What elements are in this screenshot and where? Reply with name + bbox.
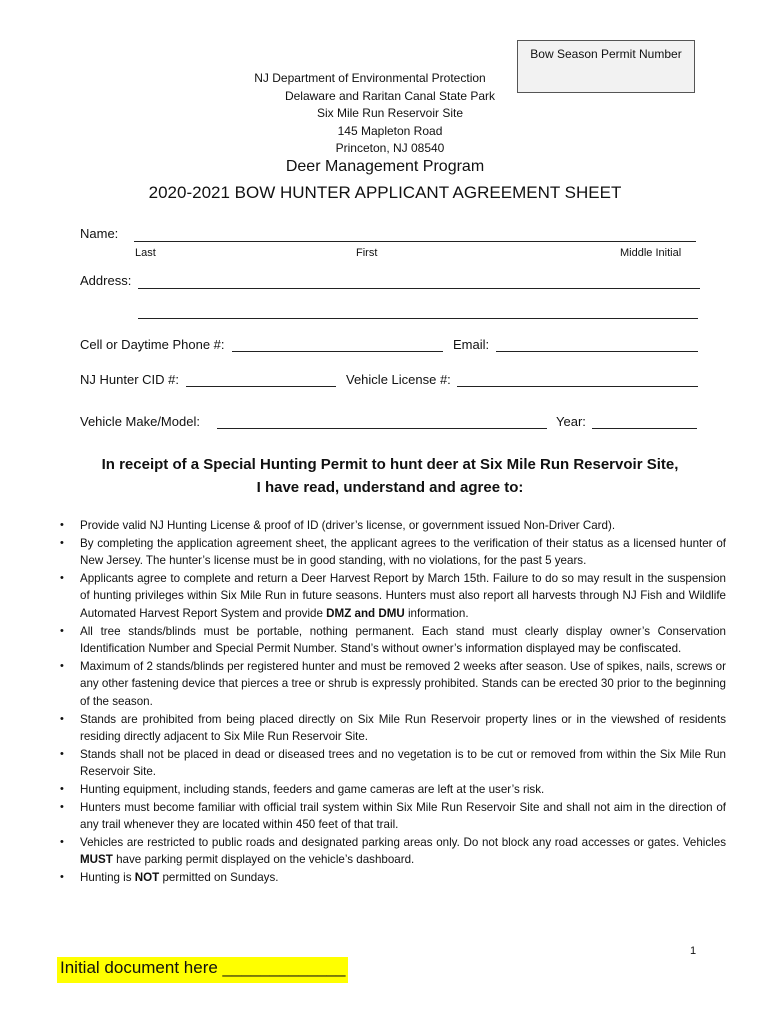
permit-number-label: Bow Season Permit Number — [530, 47, 682, 61]
rule-item — [60, 711, 726, 746]
rule-item — [60, 517, 726, 535]
bullet-icon: • — [60, 835, 64, 848]
permit-number-box[interactable] — [517, 40, 695, 93]
email-label: Email: — [453, 337, 490, 352]
rule-emphasis: DMZ and DMU — [326, 606, 405, 620]
document-title: 2020-2021 BOW HUNTER APPLICANT AGREEMENT SHEET — [148, 183, 622, 202]
rule-item — [60, 834, 726, 869]
first-name-caption: First — [356, 247, 378, 259]
rule-text: have parking permit displayed on the vehicle’s dashboard. — [112, 853, 415, 867]
bullet-icon: • — [60, 747, 64, 760]
phone-field[interactable] — [232, 351, 443, 352]
rule-item — [60, 535, 726, 570]
bullet-icon: • — [60, 870, 64, 883]
bullet-icon: • — [60, 659, 64, 672]
name-label: Name: — [80, 226, 119, 241]
year-label: Year: — [556, 414, 586, 429]
rules-list — [58, 517, 726, 886]
header-line-city: Princeton, NJ 08540 — [335, 141, 445, 155]
bullet-icon: • — [60, 571, 64, 584]
bullet-icon: • — [60, 712, 64, 725]
bullet-icon: • — [60, 800, 64, 813]
rule-text: All tree stands/blinds must be portable, nothing permanent. Each stand must clearly display owner’s Conservation Identification Number and Special Permit Number. Stand’s without owner’s information displayed may be confiscated. — [80, 624, 726, 656]
header-line-park: Delaware and Raritan Canal State Park — [284, 89, 496, 103]
rule-text: Provide valid NJ Hunting License & proof of ID (driver’s license, or government issued Non-Driver Card). — [80, 519, 616, 532]
rule-text: Applicants agree to complete and return a Deer Harvest Report by March 15th. Failure to do so may result in the suspension of hunting privileges within Six Mile Run in future seasons. Hunters must also report all harvests through NJ Fish and Wildlife Automated Harvest Report System and provide — [80, 571, 726, 620]
rule-item — [60, 746, 726, 781]
rule-item — [60, 570, 726, 623]
address-label: Address: — [80, 273, 132, 288]
vehicle-license-label: Vehicle License #: — [346, 372, 451, 387]
last-name-caption: Last — [135, 247, 156, 259]
rule-text: Maximum of 2 stands/blinds per registered hunter and must be removed 2 weeks after season. Use of spikes, nails, screws or any other fastening device that pierces a tree or shrub is expressly prohibited. Stands can be erected 30 prior to the beginning of the season. — [80, 659, 726, 708]
name-field[interactable] — [134, 241, 696, 242]
address-field-line-1[interactable] — [138, 288, 700, 289]
vehicle-make-field[interactable] — [217, 428, 547, 429]
rule-item — [60, 623, 726, 658]
rule-text: By completing the application agreement sheet, the applicant agrees to the verification of their status as a licensed hunter of New Jersey. The hunter’s license must be in good standing, with no violations, for the past 5 years. — [80, 536, 726, 568]
rule-text: information. — [404, 606, 469, 620]
bullet-icon: • — [60, 782, 64, 795]
rule-item — [60, 658, 726, 711]
email-field[interactable] — [496, 351, 698, 352]
bullet-icon: • — [60, 519, 64, 531]
year-field[interactable] — [592, 428, 697, 429]
header-line-street: 145 Mapleton Road — [337, 124, 443, 138]
middle-initial-caption: Middle Initial — [620, 247, 682, 259]
address-field-line-2[interactable] — [138, 318, 698, 319]
rule-text: Hunters must become familiar with official trail system within Six Mile Run Reservoir Site and shall not aim in the direction of any trail whenever they are located within 450 feet of that trail. — [80, 800, 726, 832]
rule-text: Stands are prohibited from being placed directly on Six Mile Run Reservoir property lines or in the viewshed of residents residing directly adjacent to Six Mile Run Reservoir Site. — [80, 712, 726, 744]
agreement-heading: In receipt of a Special Hunting Permit to hunt deer at Six Mile Run Reservoir Site, — [101, 456, 679, 473]
vehicle-make-label: Vehicle Make/Model: — [80, 414, 200, 429]
bullet-icon: • — [60, 624, 64, 637]
agreement-subheading: I have read, understand and agree to: — [256, 479, 524, 496]
rule-item — [60, 799, 726, 834]
rule-item — [60, 869, 726, 887]
hunter-cid-field[interactable] — [186, 386, 336, 387]
phone-label: Cell or Daytime Phone #: — [80, 337, 225, 352]
rule-item — [60, 781, 726, 799]
rule-emphasis: MUST — [80, 853, 113, 867]
header-line-site: Six Mile Run Reservoir Site — [316, 106, 464, 120]
initial-document-field[interactable]: Initial document here _____________ — [57, 957, 348, 983]
rule-emphasis: NOT — [134, 870, 160, 884]
rule-text: permitted on Sundays. — [159, 870, 279, 884]
bullet-icon: • — [60, 536, 64, 549]
rule-text: Stands shall not be placed in dead or diseased trees and no vegetation is to be cut or removed from within the Six Mile Run Reservoir Site. — [80, 747, 726, 779]
program-title: Deer Management Program — [285, 158, 485, 175]
vehicle-license-field[interactable] — [457, 386, 698, 387]
rule-text: Hunting is — [80, 870, 135, 884]
rule-text: Vehicles are restricted to public roads and designated parking areas only. Do not block any road accesses or gates. Vehicles — [80, 835, 726, 849]
rule-text: Hunting equipment, including stands, feeders and game cameras are left at the user’s risk. — [80, 782, 545, 796]
hunter-cid-label: NJ Hunter CID #: — [80, 372, 179, 387]
header-line-agency: NJ Department of Environmental Protection — [254, 71, 486, 85]
page-number: 1 — [690, 945, 697, 957]
